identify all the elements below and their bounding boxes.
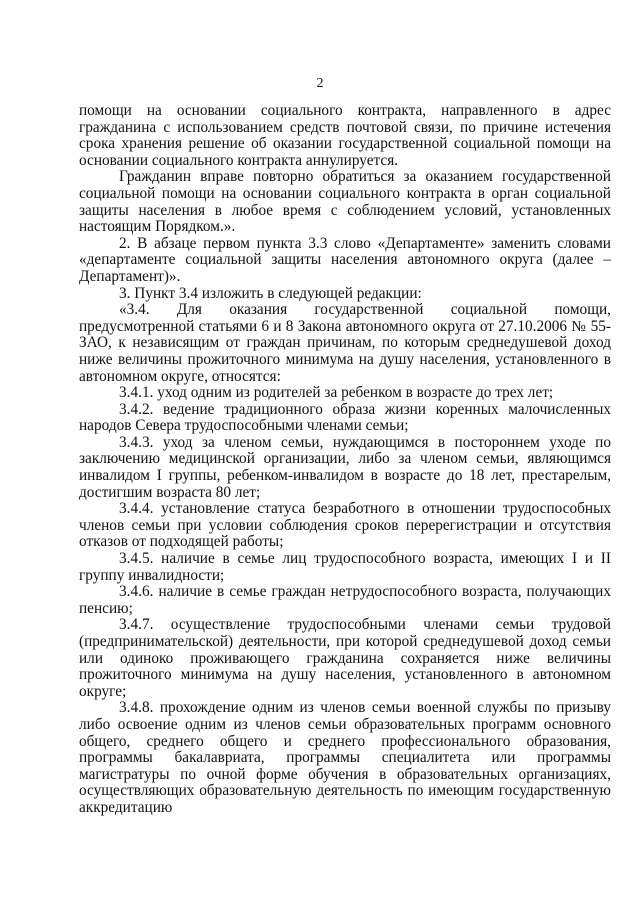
paragraph-clause-3-4-2: 3.4.2. ведение традиционного образа жизни коренных малочисленных народов Севера трудоспособными членами семьи; (79, 400, 611, 435)
paragraph-clause-3-4-1: 3.4.1. уход одним из родителей за ребенком в возрасте до трех лет; (119, 384, 554, 402)
paragraph-clause-3-4-8: 3.4.8. прохождение одним из членов семьи военной службы по призыву либо освоение одним из членов семьи образовательных программ основного общего, среднего общего и среднего профессионального образования, программы бакалавриата, программы специалитета или программы магистратуры по очной форме обучения в образовательных организациях, осуществляющих образовательную деятельность по имеющим государственную аккредитацию (79, 699, 611, 816)
paragraph-reapply-right: Гражданин вправе повторно обратиться за оказанием государственной социальной помощи на основании социального контракта в орган социальной защиты населения в любое время с соблюдением условий, установленных настоящим Порядком.». (79, 168, 611, 236)
paragraph-continuation: помощи на основании социального контракта, направленного в адрес гражданина с использованием средств почтовой связи, по причине истечения срока хранения решение об оказании государственной социальной помощи на основании социального контракта аннулируется. (79, 102, 611, 169)
paragraph-clause-3-4-3: 3.4.3. уход за членом семьи, нуждающимся в постороннем уходе по заключению медицинской организации, либо за членом семьи, являющимся инвалидом I группы, ребенком-инвалидом в возрасте до 18 лет, престарелым, достигшим возраста 80 лет; (79, 433, 611, 501)
paragraph-clause-3-4-7: 3.4.7. осуществление трудоспособными членами семьи трудовой (предпринимательской) деятельности, при которой среднедушевой доход семьи или одиноко проживающего гражданина сохраняется ниже величины прожиточного минимума на душу населения, установленного в автономном округе; (79, 616, 611, 700)
paragraph-amendment-2: 2. В абзаце первом пункта 3.3 слово «Департаменте» заменить словами «департаменте социальной защиты населения автономного округа (далее – Департамент)». (79, 234, 611, 285)
paragraph-clause-3-4: «3.4. Для оказания государственной социальной помощи, предусмотренной статьями 6 и 8 Закона автономного округа от 27.10.2006 № 55-ЗАО, к независящим от граждан причинам, по которым среднедушевой доход ниже величины прожиточного минимума на душу населения, установленного в автономном округе, относятся: (79, 301, 611, 385)
paragraph-clause-3-4-5: 3.4.5. наличие в семье лиц трудоспособного возраста, имеющих I и II группу инвалидности; (79, 550, 611, 584)
paragraph-amendment-3: 3. Пункт 3.4 изложить в следующей редакции: (119, 284, 422, 302)
paragraph-clause-3-4-6: 3.4.6. наличие в семье граждан нетрудоспособного возраста, получающих пенсию; (79, 583, 611, 617)
page-number: 2 (316, 76, 324, 91)
paragraph-clause-3-4-4: 3.4.4. установление статуса безработного в отношении трудоспособных членов семьи при условии соблюдения сроков перерегистрации и отсутствия отказов от подходящей работы; (79, 500, 611, 551)
document-body (79, 103, 611, 817)
